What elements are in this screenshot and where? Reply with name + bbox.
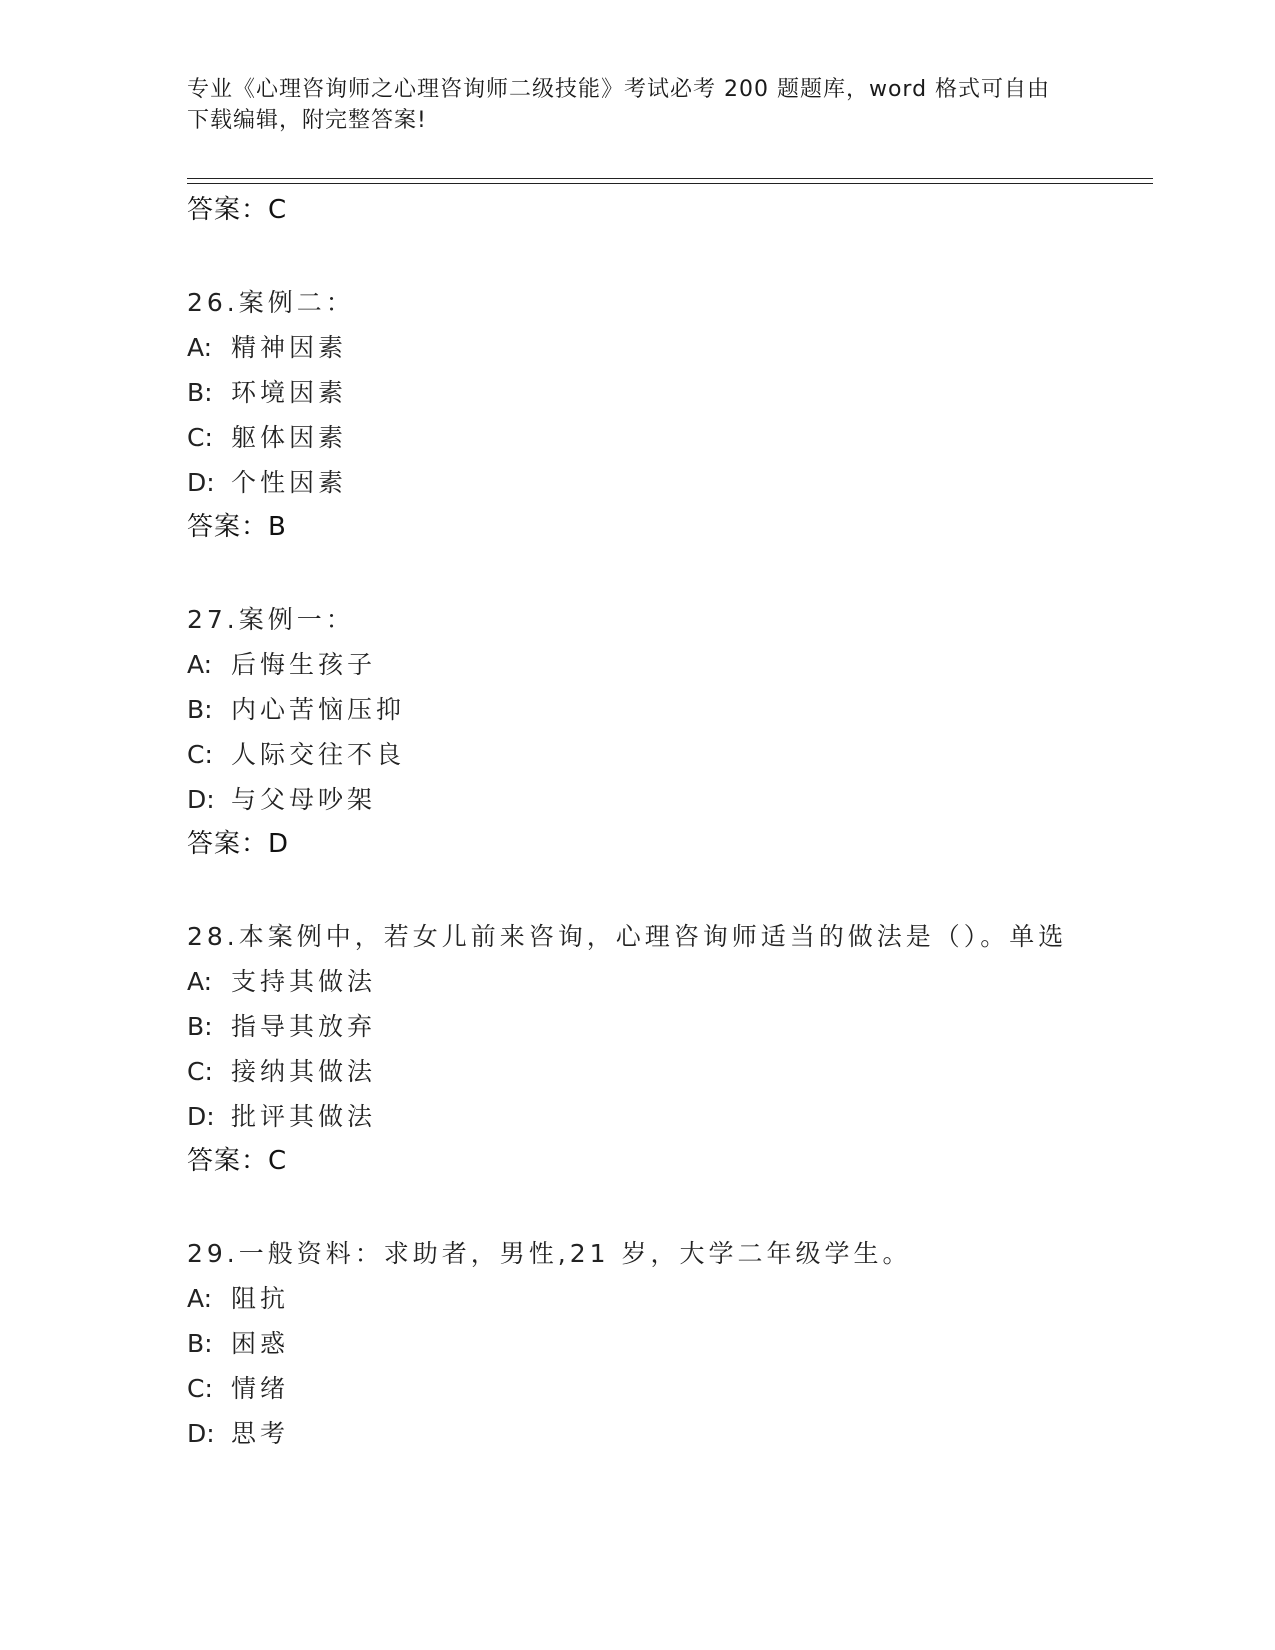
option-letter: B:: [187, 1329, 213, 1358]
option-b: [187, 687, 1167, 732]
option-letter: D:: [187, 785, 215, 814]
option-d: [187, 1094, 1167, 1139]
option-c: [187, 415, 1167, 460]
spacer: [187, 1184, 1167, 1231]
option-letter: D:: [187, 1419, 215, 1448]
spacer: [187, 233, 1167, 280]
option-text: 精神因素: [231, 333, 348, 362]
spacer: [187, 867, 1167, 914]
page-header: 专业《心理咨询师之心理咨询师二级技能》考试必考 200 题题库，word 格式可自由下载编辑，附完整答案!: [187, 77, 1051, 133]
option-text: 困惑: [231, 1329, 290, 1358]
option-text: 内心苦恼压抑: [231, 695, 406, 724]
option-b: [187, 1004, 1167, 1049]
header-divider-top: [187, 178, 1153, 179]
question-list: [187, 188, 1167, 1456]
answer-line: 答案：C: [187, 195, 288, 225]
option-letter: A:: [187, 1284, 213, 1313]
option-c: [187, 1049, 1167, 1094]
option-letter: D:: [187, 1102, 215, 1131]
option-text: 指导其放弃: [231, 1012, 377, 1041]
answer-line: 答案：B: [187, 512, 287, 542]
option-letter: B:: [187, 1012, 213, 1041]
question-28: 28.本案例中，若女儿前来咨询，心理咨询师适当的做法是（）。单选: [187, 922, 1068, 951]
option-letter: C:: [187, 1057, 213, 1086]
option-text: 思考: [231, 1419, 290, 1448]
spacer: [187, 550, 1167, 597]
option-a: [187, 1276, 1167, 1321]
option-letter: C:: [187, 740, 213, 769]
option-letter: C:: [187, 1374, 213, 1403]
option-d: [187, 1411, 1167, 1456]
option-text: 个性因素: [231, 468, 348, 497]
option-d: [187, 460, 1167, 505]
question-27: 27.案例一：: [187, 605, 355, 634]
header-divider-bottom: [187, 183, 1153, 184]
option-text: 躯体因素: [231, 423, 348, 452]
question-29: 29.一般资料：求助者，男性,21 岁，大学二年级学生。: [187, 1239, 912, 1268]
option-text: 情绪: [231, 1374, 290, 1403]
option-text: 人际交往不良: [231, 740, 406, 769]
option-letter: B:: [187, 695, 213, 724]
option-text: 与父母吵架: [231, 785, 377, 814]
option-text: 接纳其做法: [231, 1057, 377, 1086]
option-text: 批评其做法: [231, 1102, 377, 1131]
option-c: [187, 1366, 1167, 1411]
option-letter: A:: [187, 967, 213, 996]
option-text: 后悔生孩子: [231, 650, 377, 679]
option-a: [187, 325, 1167, 370]
option-letter: A:: [187, 650, 213, 679]
option-c: [187, 732, 1167, 777]
option-d: [187, 777, 1167, 822]
option-letter: D:: [187, 468, 215, 497]
option-letter: B:: [187, 378, 213, 407]
question-26: 26.案例二：: [187, 288, 355, 317]
option-b: [187, 370, 1167, 415]
option-text: 环境因素: [231, 378, 348, 407]
answer-line: 答案：D: [187, 829, 290, 859]
option-a: [187, 642, 1167, 687]
option-text: 阻抗: [231, 1284, 290, 1313]
option-letter: C:: [187, 423, 213, 452]
option-a: [187, 959, 1167, 1004]
option-b: [187, 1321, 1167, 1366]
option-text: 支持其做法: [231, 967, 377, 996]
option-letter: A:: [187, 333, 213, 362]
answer-line: 答案：C: [187, 1146, 288, 1176]
